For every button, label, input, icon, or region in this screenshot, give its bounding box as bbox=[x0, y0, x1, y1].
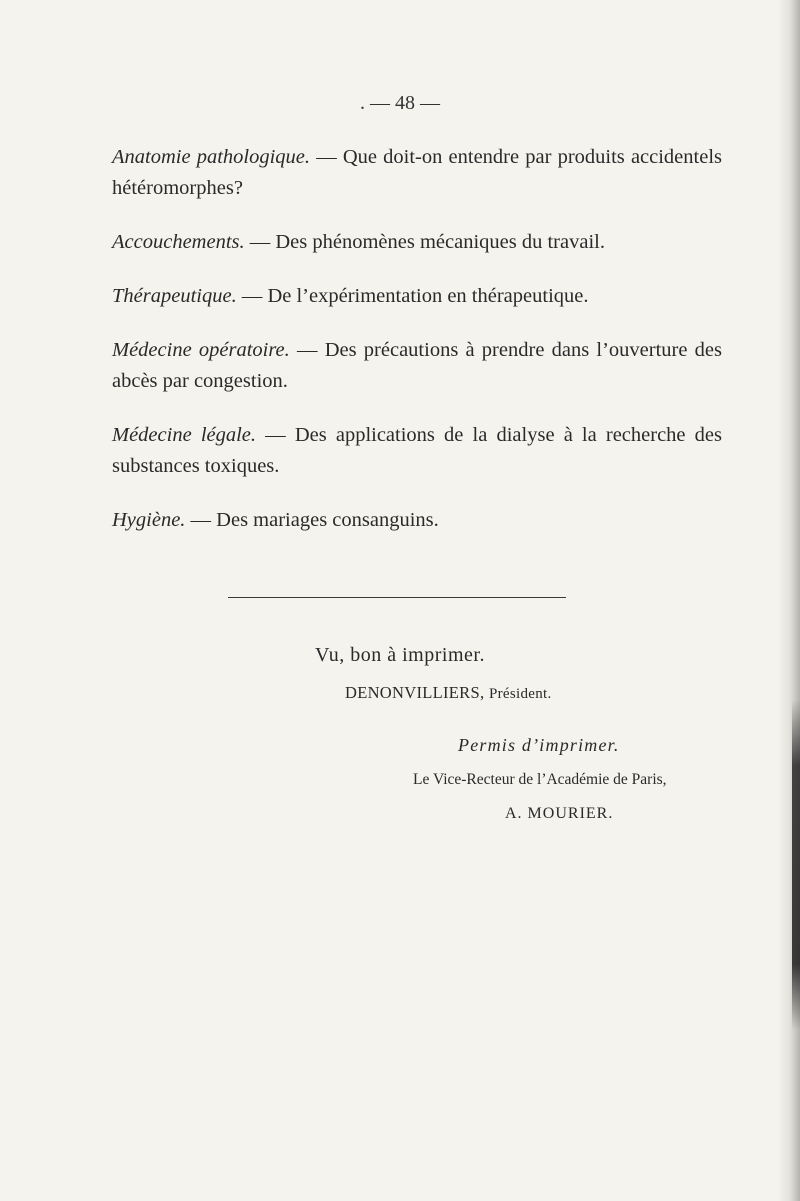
imprimatur-block bbox=[0, 644, 800, 822]
entry-therapeutique bbox=[112, 281, 722, 312]
vice-recteur-line: Le Vice-Recteur de l’Académie de Paris, bbox=[413, 771, 667, 788]
entry-subject: Anatomie pathologique. bbox=[112, 146, 311, 168]
entry-subject: Médecine légale. bbox=[112, 424, 257, 446]
page-number: . — 48 — bbox=[360, 92, 440, 114]
approval-line: Vu, bon à imprimer. bbox=[315, 644, 485, 666]
entry-text: — Des applications de la dialyse à la recherche des substances toxiques. bbox=[112, 424, 722, 477]
entry-text: — Des précautions à prendre dans l’ouverture des abcès par congestion. bbox=[112, 339, 723, 392]
entry-text: — Des phénomènes mécaniques du travail. bbox=[244, 231, 605, 253]
print-permission-line: Permis d’imprimer. bbox=[458, 735, 620, 755]
horizontal-divider bbox=[228, 597, 566, 598]
page-edge-dark-band bbox=[792, 700, 800, 1030]
entry-anatomie-pathologique bbox=[112, 142, 722, 204]
entry-subject: Médecine opératoire. bbox=[112, 339, 290, 361]
entry-text: — Des mariages consanguins. bbox=[185, 509, 439, 531]
entry-accouchements bbox=[112, 227, 722, 258]
exam-questions-list bbox=[112, 142, 722, 559]
entry-medecine-legale bbox=[112, 420, 722, 482]
entry-text: — De l’expérimentation en thérapeutique. bbox=[236, 285, 589, 307]
entry-text: — Que doit-on entendre par produits accidentels hétéromorphes? bbox=[112, 146, 722, 199]
president-name: DENONVILLIERS, bbox=[345, 683, 485, 702]
entry-medecine-operatoire bbox=[112, 335, 722, 397]
entry-hygiene bbox=[112, 505, 722, 536]
president-signature bbox=[345, 683, 552, 703]
entry-subject: Hygiène. bbox=[112, 509, 186, 531]
signatory-name: A. MOURIER. bbox=[505, 805, 614, 822]
entry-subject: Accouchements. bbox=[112, 231, 245, 253]
president-title: Président. bbox=[488, 686, 552, 702]
entry-subject: Thérapeutique. bbox=[112, 285, 237, 307]
